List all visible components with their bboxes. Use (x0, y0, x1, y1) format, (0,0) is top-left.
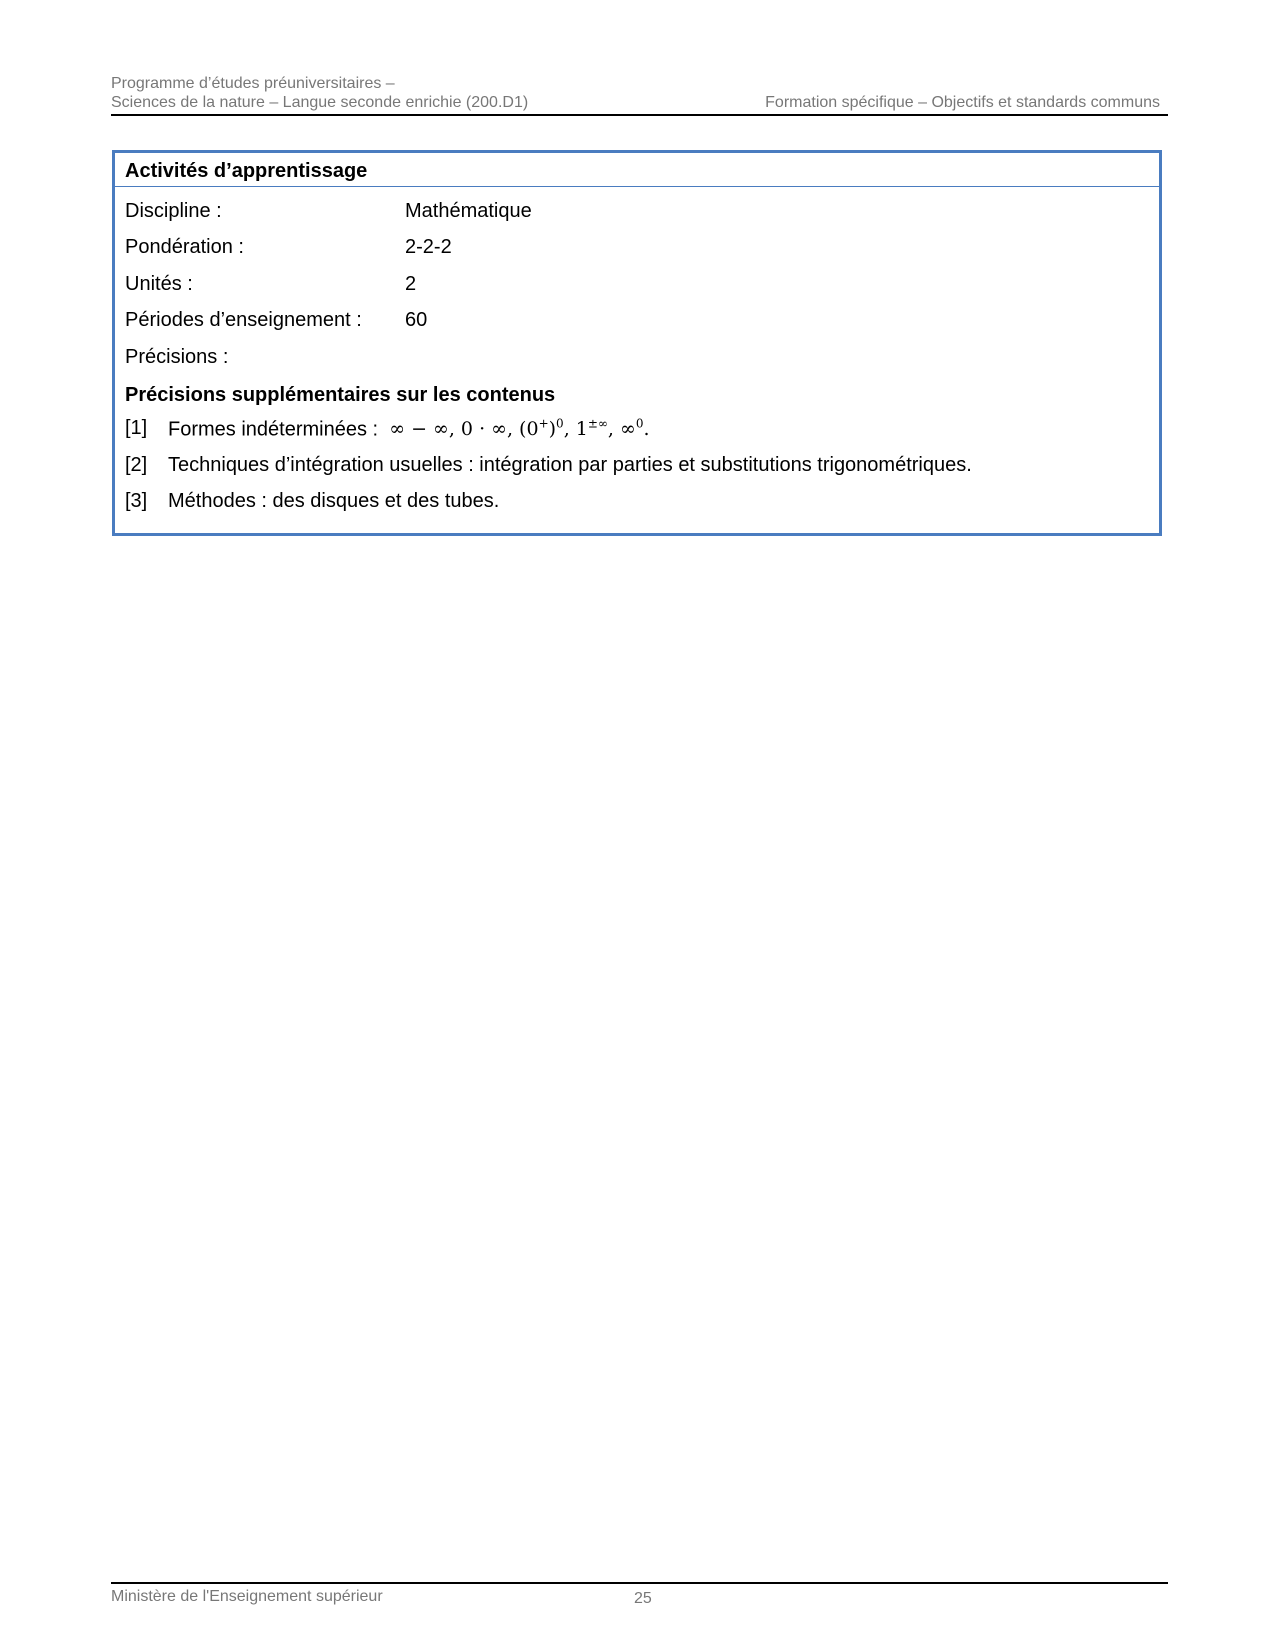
sub-title: Précisions supplémentaires sur les contenus (125, 383, 556, 406)
note-item (125, 484, 1149, 521)
note-item (125, 411, 1149, 448)
field-discipline (125, 193, 1149, 230)
fields-list (115, 187, 1159, 376)
box-title: Activités d’apprentissage (115, 153, 1159, 187)
page-number: 25 (634, 1590, 652, 1607)
header-row (111, 93, 1168, 112)
note-number: [1] (125, 417, 148, 440)
header-section: Formation spécifique – Objectifs et standards communs (765, 94, 1160, 111)
field-unites (125, 266, 1149, 303)
note-item (125, 447, 1149, 484)
field-label: Discipline : (125, 199, 222, 222)
header-program: Programme d’études préuniversitaires – (111, 75, 395, 92)
field-ponderation (125, 230, 1149, 267)
learning-activities-box (112, 150, 1162, 536)
header-program-name: Sciences de la nature – Langue seconde enrichie (200.D1) (111, 94, 529, 111)
field-periodes (125, 303, 1149, 340)
field-value: 2-2-2 (405, 236, 452, 259)
page-header (111, 74, 1168, 116)
field-label: Unités : (125, 272, 193, 295)
footer-ministry: Ministère de l'Enseignement supérieur (111, 1588, 383, 1605)
page-footer (111, 1582, 1168, 1606)
field-value: 2 (405, 272, 417, 295)
math-formula: ∞ − ∞, 0 · ∞, $(0^+)^0$, 1±∞, ∞$^0$. (389, 416, 650, 440)
field-value: Mathématique (405, 199, 532, 222)
field-label: Pondération : (125, 236, 244, 259)
field-precisions (125, 339, 1149, 376)
note-number: [2] (125, 453, 148, 476)
note-text: Techniques d’intégration usuelles : intégration par parties et substitutions trigonométriques. (168, 453, 972, 476)
field-value: 60 (405, 309, 428, 332)
notes-list (115, 411, 1159, 521)
field-label: Périodes d’enseignement : (125, 309, 362, 332)
field-label: Précisions : (125, 345, 229, 368)
note-text: Méthodes : des disques et des tubes. (168, 490, 500, 513)
note-number: [3] (125, 490, 148, 513)
note-text-prefix: Formes indéterminées : (168, 417, 384, 440)
note-text (168, 417, 650, 441)
